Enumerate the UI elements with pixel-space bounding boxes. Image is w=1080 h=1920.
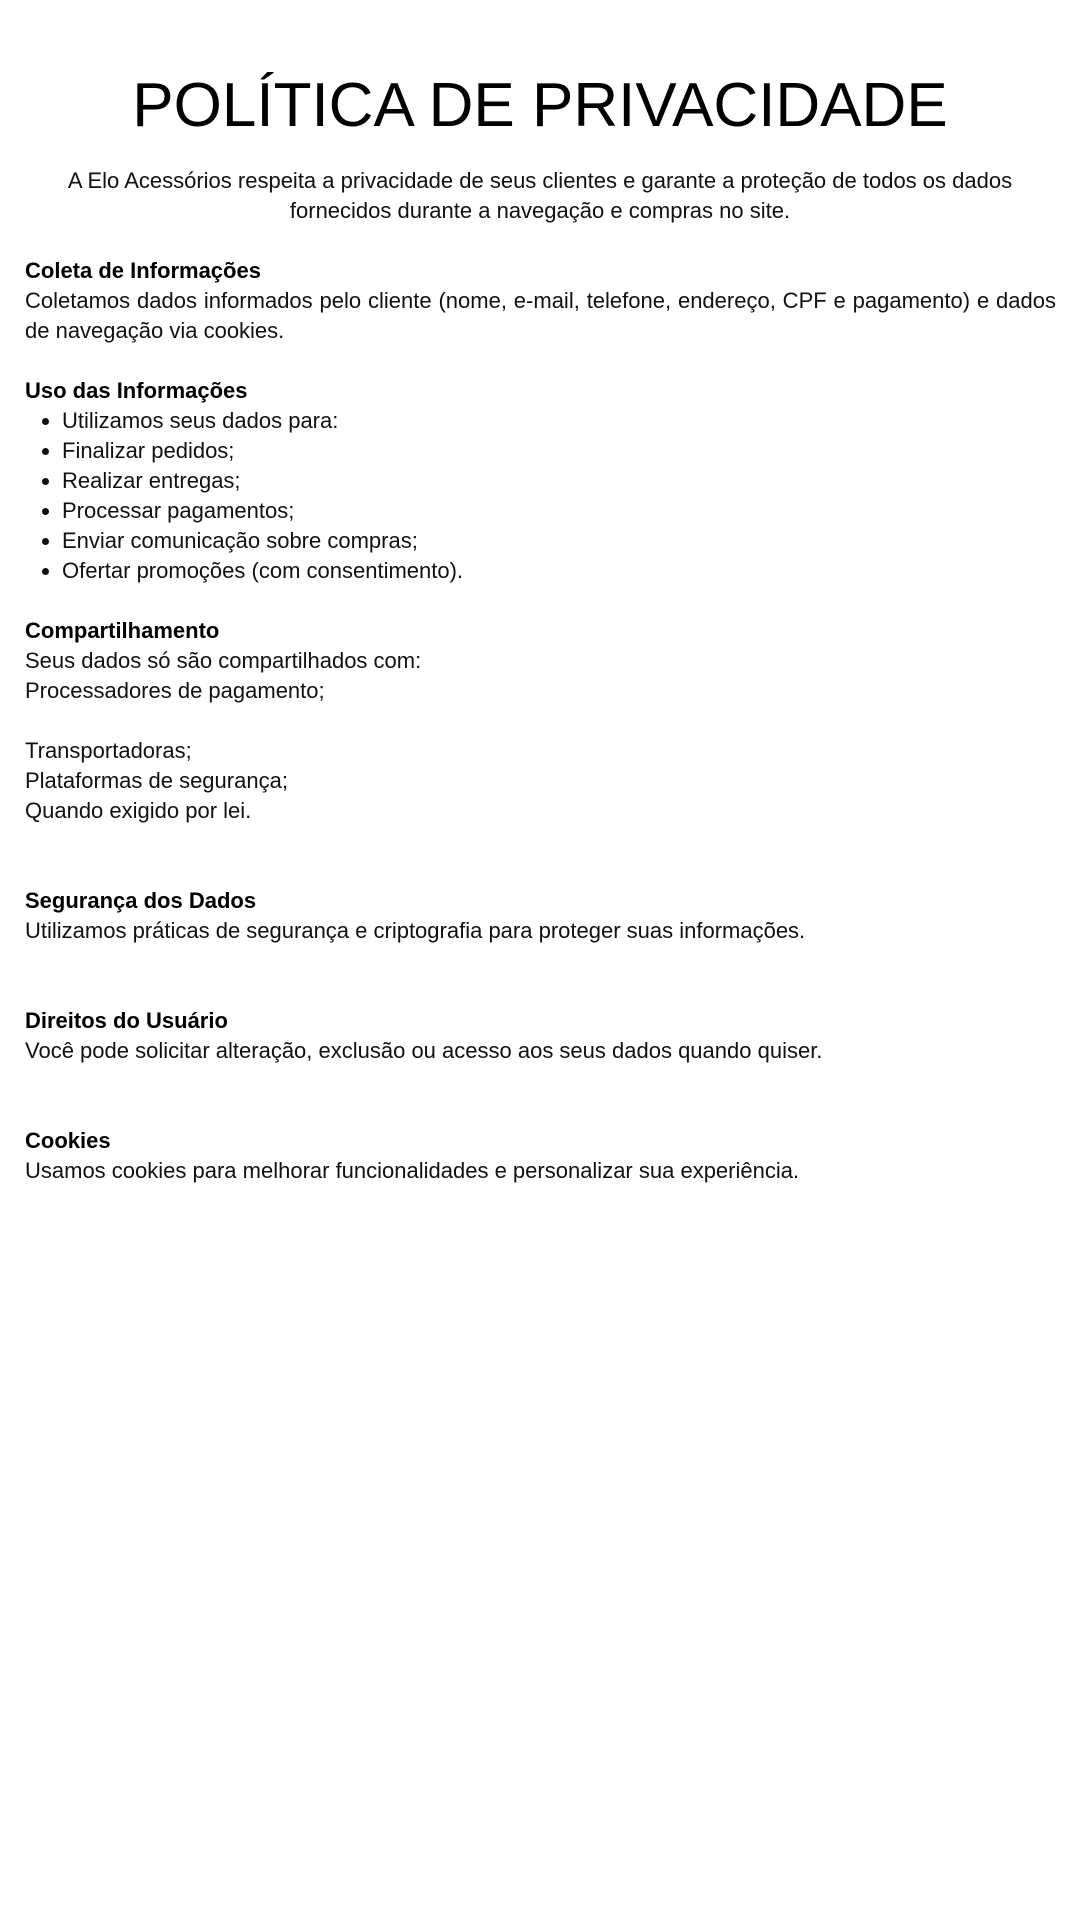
intro-paragraph: A Elo Acessórios respeita a privacidade de seus clientes e garante a proteção de todos os dados fornecidos durante a navegação e compras no site. — [67, 168, 1013, 223]
section-line: Transportadoras; — [25, 738, 192, 763]
section-coleta — [25, 256, 1056, 346]
section-heading: Compartilhamento — [25, 618, 220, 643]
section-compartilhamento — [25, 616, 1056, 826]
section-heading: Direitos do Usuário — [25, 1008, 228, 1033]
section-line: Seus dados só são compartilhados com: — [25, 648, 422, 673]
list-item: • Processar pagamentos; — [62, 496, 1056, 526]
policy-content — [25, 256, 1056, 1186]
section-heading: Coleta de Informações — [25, 258, 261, 283]
section-seguranca — [25, 886, 1056, 946]
section-text: Você pode solicitar alteração, exclusão ou acesso aos seus dados quando quiser. — [25, 1038, 823, 1063]
section-text: Coletamos dados informados pelo cliente (nome, e-mail, telefone, endereço, CPF e pagamento) e dados de navegação via cookies. — [25, 288, 1056, 343]
list-item: • Enviar comunicação sobre compras; — [62, 526, 1056, 556]
section-cookies — [25, 1126, 1056, 1186]
section-text: Utilizamos práticas de segurança e criptografia para proteger suas informações. — [25, 918, 806, 943]
section-direitos — [25, 1006, 1056, 1066]
section-line: Plataformas de segurança; — [25, 768, 288, 793]
section-line: Processadores de pagamento; — [25, 678, 325, 703]
section-heading: Segurança dos Dados — [25, 888, 257, 913]
list-item: • Realizar entregas; — [62, 466, 1056, 496]
usage-list — [25, 406, 1056, 586]
section-text: Usamos cookies para melhorar funcionalidades e personalizar sua experiência. — [25, 1158, 800, 1183]
list-item: • Utilizamos seus dados para: — [62, 406, 1056, 436]
section-line: Quando exigido por lei. — [25, 798, 252, 823]
list-item: • Ofertar promoções (com consentimento). — [62, 556, 1056, 586]
section-uso — [25, 376, 1056, 586]
section-heading: Uso das Informações — [25, 378, 248, 403]
list-item: • Finalizar pedidos; — [62, 436, 1056, 466]
page-title: POLÍTICA DE PRIVACIDADE — [132, 71, 948, 140]
section-heading: Cookies — [25, 1128, 111, 1153]
